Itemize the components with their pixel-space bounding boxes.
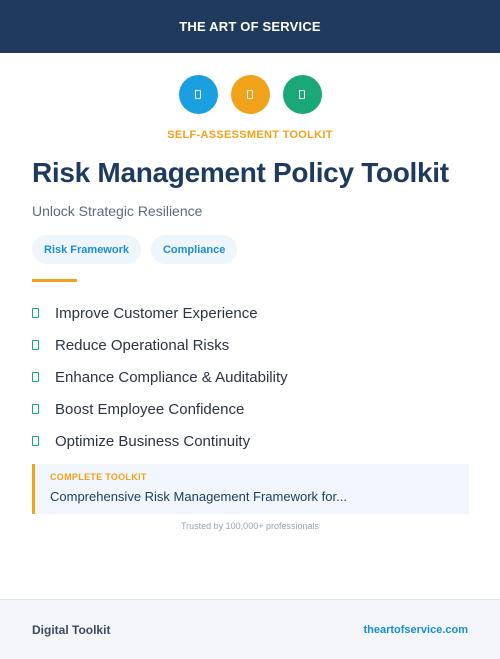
tag-compliance[interactable]: Compliance [151, 235, 237, 264]
benefit-text: Optimize Business Continuity [55, 432, 251, 450]
footer [0, 599, 500, 659]
kicker-label: SELF-ASSESSMENT TOOLKIT [167, 129, 333, 141]
benefit-item [32, 297, 288, 329]
brand-name: THE ART OF SERVICE [179, 19, 321, 34]
footer-website-link[interactable]: theartofservice.com [363, 623, 468, 636]
page-subtitle: Unlock Strategic Resilience [32, 203, 203, 219]
check-icon [32, 436, 39, 446]
icon-row [0, 75, 500, 114]
tag-list [32, 235, 237, 264]
check-icon [32, 404, 39, 414]
benefit-item [32, 425, 288, 457]
clipboard-glyph [247, 90, 253, 99]
checklist-icon [283, 75, 322, 114]
callout-label: COMPLETE TOOLKIT [50, 472, 147, 482]
footer-product-type: Digital Toolkit [32, 622, 111, 637]
benefit-text: Boost Employee Confidence [55, 400, 245, 418]
document-glyph [195, 90, 201, 99]
benefit-item [32, 329, 288, 361]
benefit-text: Reduce Operational Risks [55, 336, 230, 354]
page-title: Risk Management Policy Toolkit [32, 157, 449, 188]
check-icon [32, 340, 39, 350]
check-icon [32, 372, 39, 382]
checklist-glyph [299, 90, 305, 99]
check-icon [32, 308, 39, 318]
document-icon [179, 75, 218, 114]
benefit-text: Improve Customer Experience [55, 304, 258, 322]
benefit-text: Enhance Compliance & Auditability [55, 368, 288, 386]
tag-risk-framework[interactable]: Risk Framework [32, 235, 141, 264]
accent-divider [32, 279, 77, 282]
toolkit-callout [32, 464, 469, 514]
top-banner [0, 0, 500, 53]
trust-note: Trusted by 100,000+ professionals [180, 521, 319, 531]
callout-text: Comprehensive Risk Management Framework for... [50, 489, 347, 504]
benefit-item [32, 361, 288, 393]
clipboard-icon [231, 75, 270, 114]
benefit-item [32, 393, 288, 425]
benefit-list [32, 297, 288, 457]
